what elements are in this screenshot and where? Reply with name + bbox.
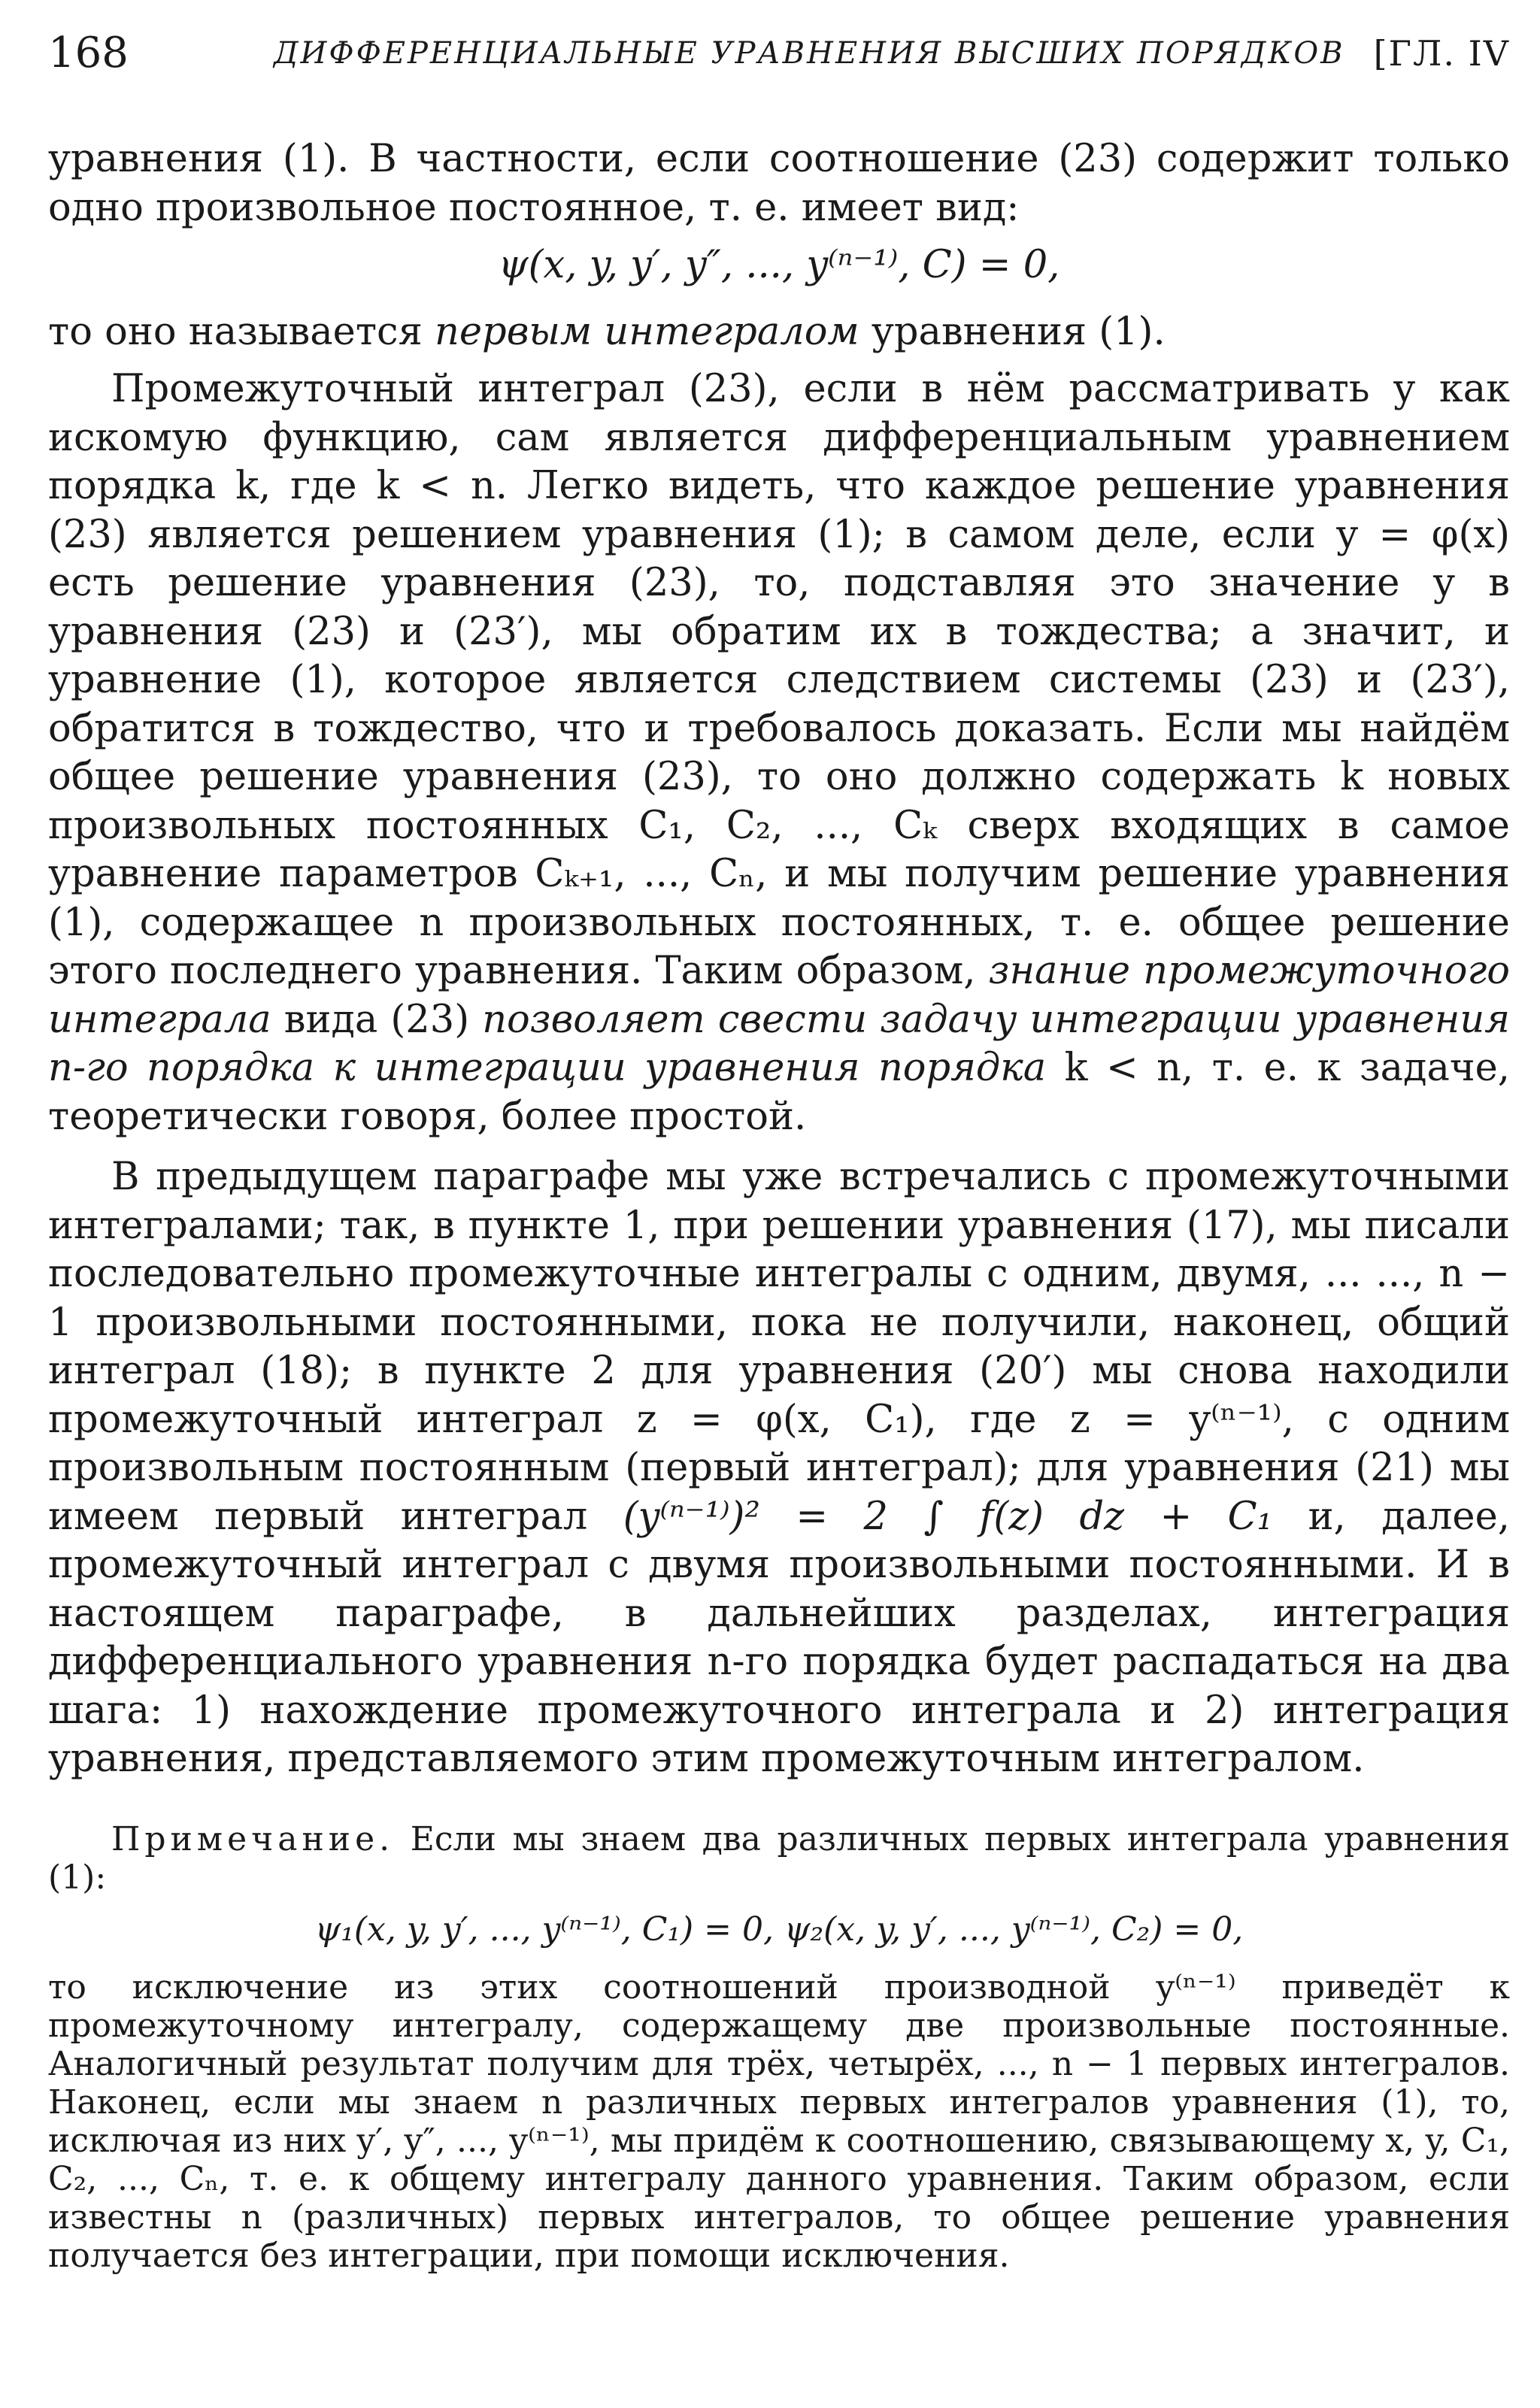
running-title: ДИФФЕРЕНЦИАЛЬНЫЕ УРАВНЕНИЯ ВЫСШИХ ПОРЯДКОВ xyxy=(274,36,1345,71)
paragraph-first-integral xyxy=(48,135,1510,356)
note-block xyxy=(48,1820,1510,2275)
emphasis-text: знание промежуточного интеграла xyxy=(48,949,1510,1042)
emphasis-text: позволяет свести задачу интеграции уравнения n-го порядка к интеграции уравнения порядка xyxy=(48,997,1510,1090)
note-intro: Примечание. Если мы знаем два различных первых интеграла уравнения (1): xyxy=(48,1819,1510,1897)
paragraph-text: уравнения (1). В частности, если соотношение (23) содержит только одно произвольное постоянное, т. е. имеет вид: xyxy=(48,137,1510,230)
page-number: 168 xyxy=(48,29,129,77)
note-formula: ψ₁(x, y, y′, ..., y⁽ⁿ⁻¹⁾, C₁) = 0, ψ₂(x, y, y′, ..., y⁽ⁿ⁻¹⁾, C₂) = 0, xyxy=(314,1910,1244,1949)
book-page xyxy=(48,23,1510,2391)
chapter-label: [ГЛ. IV xyxy=(1373,33,1510,74)
paragraph-text: В предыдущем параграфе мы уже встречались с промежуточными интегралами; так, в пункте 1, при решении уравнения (17), мы писали последовательно промежуточные интегралы с одним, двумя, ... ..., n − 1 произвольными постоянными, пока не получили, наконец, общий интеграл (18); в пункте 2 для уравнения (20′) мы снова находили промежуточный интеграл z = φ(x, C₁), где z = y⁽ⁿ⁻¹⁾, с одним произвольным постоянным (первый интеграл); для уравнения (21) мы имеем первый интеграл (y⁽ⁿ⁻¹⁾)² = 2 ∫ f(z) dz + C₁ и, далее, промежуточный интеграл с двумя произвольными постоянными. И в настоящем параграфе, в дальнейших разделах, интеграция дифференциального уравнения n-го порядка будет распадаться на два шага: 1) нахождение промежуточного интеграла и 2) интеграция уравнения, представляемого этим промежуточным интегралом. xyxy=(48,1155,1510,1781)
page-header xyxy=(48,23,1510,75)
paragraph-text: Промежуточный интеграл (23), если в нём рассматривать y как искомую функцию, сам является дифференциальным уравнением порядка k, где k < n. Легко видеть, что каждое решение уравнения (23) является решением уравнения (1); в самом деле, если y = φ(x) есть решение уравнения (23), то, подставляя это значение y в уравнения (23) и (23′), мы обратим их в тождества; а значит, и уравнение (1), которое является следствием системы (23) и (23′), обратится в тождество, что и требовалось доказать. Если мы найдём общее решение уравнения (23), то оно должно содержать k новых произвольных постоянных C₁, C₂, ..., Cₖ сверх входящих в самое уравнение параметров Cₖ₊₁, ..., Cₙ, и мы получим решение уравнения (1), содержащее n произвольных постоянных, т. е. общее решение этого последнего уравнения. Таким образом, знание промежуточного интеграла вида (23) позволяет свести задачу интеграции уравнения n-го порядка к интеграции уравнения порядка k < n, т. е. к задаче, теоретически говоря, более простой. xyxy=(48,367,1510,1139)
note-body: то исключение из этих соотношений производной y⁽ⁿ⁻¹⁾ приведёт к промежуточному интегралу, содержащему две произвольные постоянные. Аналогичный результат получим для трёх, четырёх, ..., n − 1 первых интегралов. Наконец, если мы знаем n различных первых интегралов уравнения (1), то, исключая из них y′, y″, ..., y⁽ⁿ⁻¹⁾, мы придём к соотношению, связывающему x, y, C₁, C₂, ..., Cₙ, т. е. к общему интегралу данного уравнения. Таким образом, если известны n (различных) первых интегралов, то общее решение уравнения получается без интеграции, при помощи исключения. xyxy=(48,1967,1510,2275)
note-label: Примечание. xyxy=(111,1819,395,1858)
paragraph-previous-section xyxy=(48,1153,1510,1784)
paragraph-text: то оно называется первым интегралом уравнения (1). xyxy=(48,309,1166,354)
paragraph-intermediate-integral xyxy=(48,365,1510,1141)
inline-formula-integral: (y⁽ⁿ⁻¹⁾)² = 2 ∫ f(z) dz + C₁ xyxy=(623,1494,1273,1539)
formula-first-integral: ψ(x, y, y′, y″, ..., y⁽ⁿ⁻¹⁾, C) = 0, xyxy=(498,243,1060,287)
term-first-integral: первым интегралом xyxy=(435,309,859,354)
